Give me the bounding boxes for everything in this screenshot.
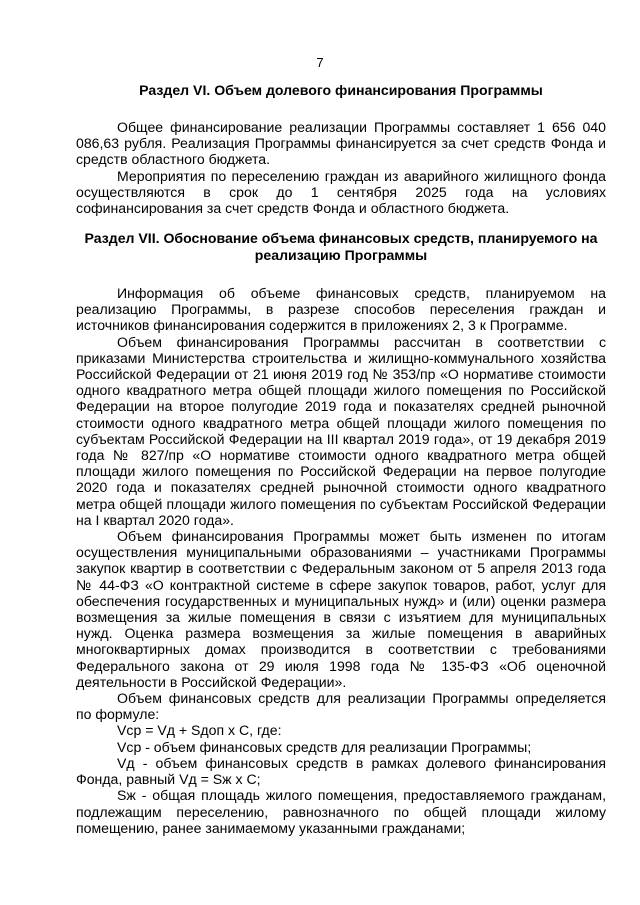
definition-vsr: Vср - объем финансовых средств для реализации Программы; [117,738,532,755]
section-7-paragraph: Информация об объеме финансовых средств, планируемом на реализацию Программы, в разрезе способов переселения граждан и источников финансирования содержится в приложениях 2, 3 к Программе. [76,285,606,334]
section-6-paragraph: Общее финансирование реализации Программы составляет 1 656 040 086,63 рубля. Реализация Программы финансируется за счет средств Фонда и средств областного бюджета. [76,119,606,168]
section-7-title: Раздел VII. Обоснование объема финансовых средств, планируемого на реализацию Программы [84,230,598,263]
section-7-paragraph: Объем финансирования Программы рассчитан в соответствии с приказами Министерства строительства и жилищно-коммунального хозяйства Российской Федерации от 21 июня 2019 год № 353/пр «О нормативе стоимости одного квадратного метра общей площади жилого помещения по Российской Федерации на второе полугодие 2019 года и показателях средней рыночной стоимости одного квадратного метра общей площади жилого помещения по субъектам Российской Федерации на III квартал 2019 года», от 19 декабря 2019 года № 827/пр «О нормативе стоимости одного квадратного метра общей площади жилого помещения по Российской Федерации на первое полугодие 2020 года и показателях средней рыночной стоимости одного квадратного метра общей площади жилого помещения по субъектам Российской Федерации на I квартал 2020 года». [76,333,606,528]
section-7-body [76,285,606,836]
page-number: 7 [316,55,324,70]
formula-intro: Объем финансовых средств для реализации Программы определяется по формуле: [76,690,606,723]
section-6-title: Раздел VI. Объем долевого финансирования Программы [139,82,543,98]
formula: Vср = Vд + Sдоп x С, где: [117,722,282,739]
section-7-paragraph: Объем финансирования Программы может быть изменен по итогам осуществления муниципальными образованиями – участниками Программы закупок квартир в соответствии с Федеральным законом от 5 апреля 2013 года № 44-ФЗ «О контрактной системе в сфере закупок товаров, работ, услуг для обеспечения государственных и муниципальных нужд» и (или) оценки размера возмещения за жилые помещения в связи с изъятием для муниципальных нужд. Оценка размера возмещения за жилые помещения в аварийных многоквартирных домах производится в соответствии с требованиями Федерального закона от 29 июля 1998 года № 135-ФЗ «Об оценочной деятельности в Российской Федерации». [76,528,606,690]
definition-vd: Vд - объем финансовых средств в рамках долевого финансирования Фонда, равный Vд = Sж x С; [76,754,606,788]
definition-sz: Sж - общая площадь жилого помещения, предоставляемого гражданам, подлежащим переселению, равнозначного по общей площади жилому помещению, ранее занимаемому указанными гражданами; [76,787,606,836]
section-6-paragraph: Мероприятия по переселению граждан из аварийного жилищного фонда осуществляются в срок до 1 сентября 2025 года на условиях софинансирования за счет средств Фонда и областного бюджета. [76,167,606,217]
section-6-body [76,119,606,216]
